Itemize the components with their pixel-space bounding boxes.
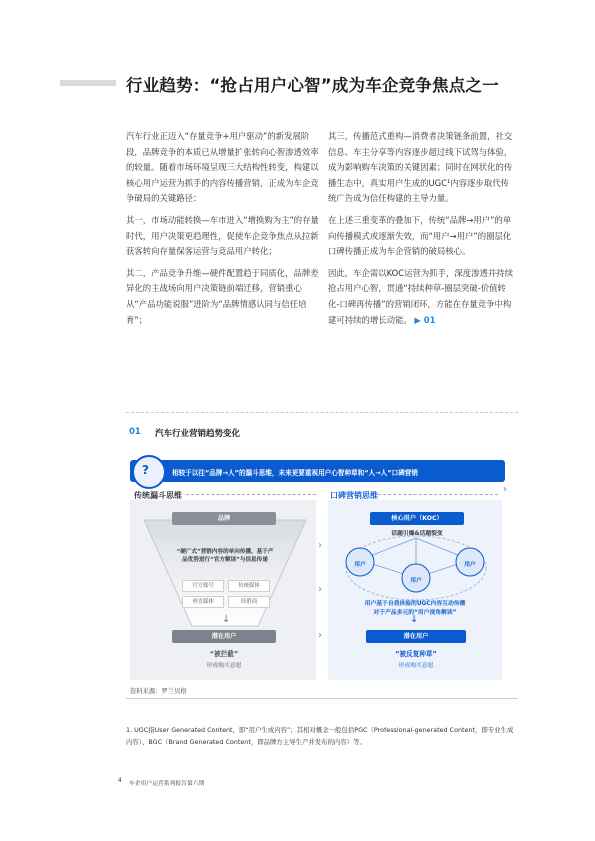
topic-label: 话题引爆&话题裂变: [391, 531, 443, 537]
left-section-label: 传统漏斗思维: [134, 491, 182, 500]
ugc-description: 用户基于自我体验的UGC内容互动传播: [364, 601, 466, 607]
paragraph: 其一，市场动能转换—车市进入“增换购为主”的存量时代，用户决策更趋理性，促使车企竞争焦点从拉新获客转向存量保客运营与竞品用户转化；: [126, 214, 319, 257]
footer-text: 车企用户运营系列报告第六期: [129, 781, 205, 787]
result-intercepted: “被拦截”: [209, 650, 239, 658]
result-purchase-intent: 形成购买意愿: [398, 663, 434, 669]
arrow-down-icon: ↓: [410, 614, 419, 625]
result-seeded: “被反复种草”: [395, 650, 437, 658]
channel-tag: 经销商: [228, 596, 270, 608]
user-node: 用户: [410, 578, 422, 584]
chevron-right-icon: ›: [318, 540, 323, 551]
body-column-left: [126, 129, 322, 334]
right-section-label: 口碑营销思维: [330, 491, 378, 500]
chevron-right-icon: ›: [503, 484, 508, 495]
potential-user-pill: 潜在用户: [366, 630, 466, 643]
result-purchase-intent: 形成购买意愿: [206, 663, 242, 669]
paragraph: 其二，产品竞争升维—硬件配置趋于同质化，品牌差异化的主战场向用户决策链前端迁移，营销重心从“产品功能说服”进阶为“品牌情感认同与信任培育”；: [126, 267, 319, 325]
paragraph: 其三，传播范式重构—消费者决策链条前置，社交信息、车主分享等内容逐步超过线下试驾与体验，成为影响购车决策的关键因素；同时在网状化的传播生态中，真实用户生成的UGC¹内容逐步取代传统广告成为信任构建的主导力量。: [328, 131, 513, 204]
figure-number: 01: [129, 427, 141, 437]
paragraph: 汽车行业正迈入“存量竞争+用户驱动”的新发展阶段，品牌竞争的本质已从增量扩张转向心智渗透效率的较量。随着市场环境呈现三大结构性转变，构建以核心用户运营为抓手的内容传播营销，正成为车企竞争破局的关键路径：: [126, 131, 319, 204]
figure-bottom-divider: [126, 698, 518, 699]
chevron-right-icon: ›: [318, 584, 323, 595]
paragraph: 在上述三重变革的叠加下，传统“品牌→用户”的单向传播模式或逐渐失效，而“用户→用户”的圈层化口碑传播正成为车企营销的破局核心。: [328, 214, 512, 257]
channel-tag: 垂直媒体: [182, 596, 224, 608]
footnote: 1. UGC指User Generated Content，即“用户生成内容”；其相对概念一般包括PGC（Professional-generated Content，即专业生成内容）、BGC（Brand Generated Content，即品牌方主导生产并发布的内容）等。: [126, 726, 514, 746]
title-accent-bar: [60, 80, 116, 86]
user-perspective-description: 对于产品多元的“用户视角解读”: [373, 610, 457, 616]
page-title: 行业趋势：“抢占用户心智”成为车企竞争焦点之一: [126, 76, 499, 95]
paragraph-text: 因此，车企需以KOC运营为抓手，深度渗透并持续抢占用户心智，贯通“持续种草-圈层突破-价值转化-口碑再传播”的营销闭环，方能在存量竞争中构建可持续的增长动能。: [328, 267, 513, 325]
paragraph: [328, 266, 516, 328]
right-label-line: [378, 494, 498, 495]
banner-text: 相较于以往“品牌→人”的漏斗思维，未来更要重视用户心智种草和“人→人”口碑营销: [172, 469, 418, 477]
lightbulb-icon: ?: [132, 455, 166, 489]
channel-tag: 传统媒体: [228, 580, 270, 592]
potential-user-pill: 潜在用户: [172, 630, 276, 643]
channel-tag: 官方账号: [182, 580, 224, 592]
page-number: 4: [118, 778, 122, 784]
funnel-description: “硬广式”营销内容的单向传播，基于产品优势进行“官方解读”与信息传递: [176, 549, 274, 563]
figure-source: 资料来源：罗兰贝格: [130, 688, 187, 695]
chevron-right-icon: ›: [318, 630, 323, 641]
left-label-line: [186, 494, 316, 495]
user-node: 用户: [464, 562, 476, 568]
section-divider: [126, 412, 518, 413]
arrow-down-icon: ↓: [222, 614, 231, 625]
body-column-right: [328, 129, 516, 334]
figure-title: 汽车行业营销趋势变化: [155, 429, 241, 439]
core-user-pill: 核心用户（KOC）: [370, 512, 464, 525]
user-node: 用户: [354, 562, 366, 568]
figure-reference-link[interactable]: ▶ 01: [414, 314, 436, 325]
brand-pill: 品牌: [172, 512, 276, 525]
